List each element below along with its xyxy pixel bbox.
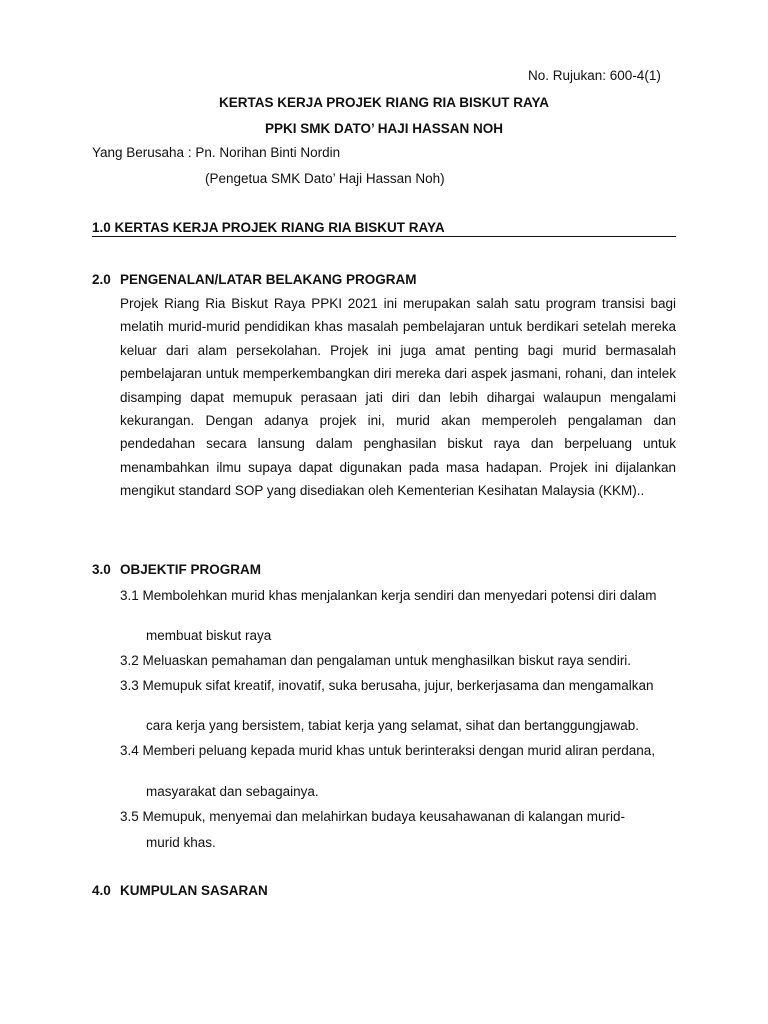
objective-3-5-continuation: murid khas. — [146, 835, 216, 850]
objective-3-2: 3.2 Meluaskan pemahaman dan pengalaman untuk menghasilkan biskut raya sendiri. — [120, 653, 632, 668]
section-3-heading — [92, 562, 261, 577]
section-2-number: 2.0 — [92, 272, 111, 287]
objective-3-4: 3.4 Memberi peluang kepada murid khas untuk berinteraksi dengan murid aliran perdana, — [120, 743, 656, 758]
objective-3-5: 3.5 Memupuk, menyemai dan melahirkan budaya keusahawanan di kalangan murid- — [120, 809, 626, 824]
section-4-heading — [92, 883, 268, 898]
section-2-body: Projek Riang Ria Biskut Raya PPKI 2021 ini merupakan salah satu program transisi bagi melatih murid-murid pendidikan khas masalah pembelajaran untuk berdikari setelah mereka keluar dari alam persekolahan. Projek ini juga amat penting bagi murid bermasalah pembelajaran untuk memperkembangkan diri mereka dari aspek jasmani, rohani, dan intelek disamping dapat memupuk perasaan jati diri dan lebih dihargai walaupun mengalami kekurangan. Dengan adanya projek ini, murid akan memperoleh pengalaman dan pendedahan secara lansung dalam penghasilan biskut raya dan berpeluang untuk menambahkan ilmu supaya dapat digunakan pada masa hadapan. Projek ini dijalankan mengikut standard SOP yang disediakan oleh Kementerian Kesihatan Malaysia (KKM).. — [120, 296, 676, 499]
section-2-title: PENGENALAN/LATAR BELAKANG PROGRAM — [120, 272, 417, 287]
section-1-title: 1.0 KERTAS KERJA PROJEK RIANG RIA BISKUT RAYA — [92, 220, 445, 235]
reference-number: No. Rujukan: 600-4(1) — [528, 68, 661, 83]
section-2-heading — [92, 272, 417, 287]
objective-3-3-continuation: cara kerja yang bersistem, tabiat kerja yang selamat, sihat dan bertanggungjawab. — [146, 718, 640, 733]
document-title-line1: KERTAS KERJA PROJEK RIANG RIA BISKUT RAYA — [218, 95, 550, 110]
proposer-role: (Pengetua SMK Dato’ Haji Hassan Noh) — [205, 171, 445, 186]
objective-3-4-continuation: masyarakat dan sebagainya. — [146, 784, 319, 799]
objective-3-3: 3.3 Memupuk sifat kreatif, inovatif, suka berusaha, jujur, berkerjasama dan mengamalkan — [120, 678, 654, 693]
section-4-number: 4.0 — [92, 883, 111, 898]
section-3-number: 3.0 — [92, 562, 111, 577]
objective-3-1-continuation: membuat biskut raya — [146, 628, 272, 643]
section-4-title: KUMPULAN SASARAN — [120, 883, 268, 898]
section-3-title: OBJEKTIF PROGRAM — [120, 562, 262, 577]
proposer: Yang Berusaha : Pn. Norihan Binti Nordin — [92, 145, 341, 160]
document-title-line2: PPKI SMK DATO’ HAJI HASSAN NOH — [264, 121, 504, 136]
objective-3-1: 3.1 Membolehkan murid khas menjalankan kerja sendiri dan menyedari potensi diri dalam — [120, 588, 657, 603]
section-1-underline — [92, 236, 676, 237]
